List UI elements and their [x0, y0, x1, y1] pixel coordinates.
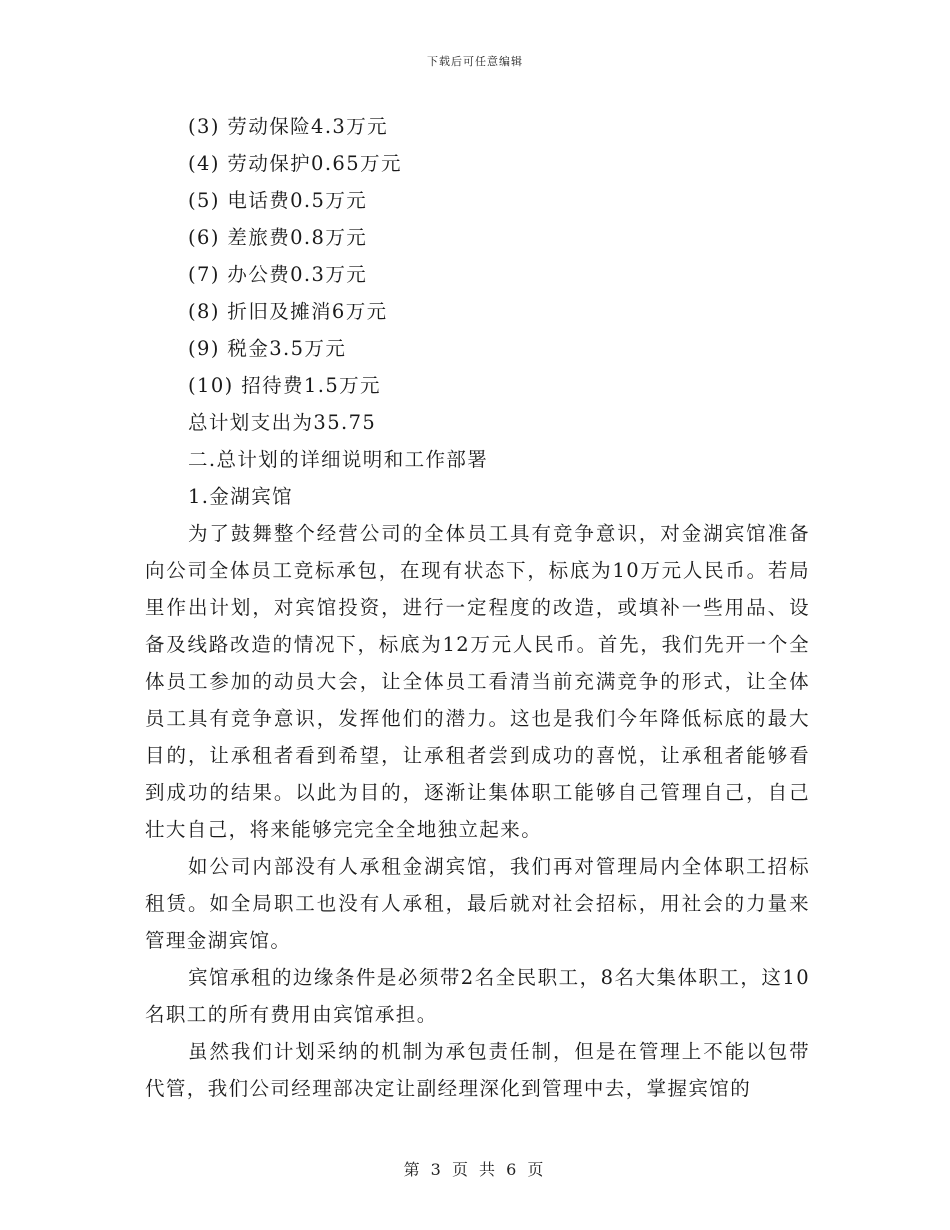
list-item: (10) 招待费1.5万元 — [188, 374, 381, 397]
list-item: (3) 劳动保险4.3万元 — [188, 115, 389, 138]
list-item: (7) 办公费0.3万元 — [188, 263, 368, 286]
list-item: (8) 折旧及摊消6万元 — [188, 300, 388, 323]
subsection-heading: 1.金湖宾馆 — [188, 485, 294, 508]
paragraph: 宾馆承租的边缘条件是必须带2名全民职工，8名大集体职工，这10名职工的所有费用由宾馆承担。 — [145, 966, 810, 1026]
paragraph: 为了鼓舞整个经营公司的全体员工具有竞争意识，对金湖宾馆准备向公司全体员工竞标承包，在现有状态下，标底为10万元人民币。若局里作出计划，对宾馆投资，进行一定程度的改造，或填补一些用品、设备及线路改造的情况下，标底为12万元人民币。首先，我们先开一个全体员工参加的动员大会，让全体员工看清当前充满竞争的形式，让全体员工具有竞争意识，发挥他们的潜力。这也是我们今年降低标底的最大目的，让承租者看到希望，让承租者尝到成功的喜悦，让承租者能够看到成功的结果。以此为目的，逐渐让集体职工能够自己管理自己，自己壮大自己，将来能够完完全全地独立起来。 — [145, 522, 810, 841]
list-item: (6) 差旅费0.8万元 — [188, 226, 368, 249]
list-item: (9) 税金3.5万元 — [188, 337, 347, 360]
document-body — [145, 108, 810, 1107]
section-heading: 二.总计划的详细说明和工作部署 — [188, 448, 489, 471]
paragraph: 虽然我们计划采纳的机制为承包责任制，但是在管理上不能以包带代管，我们公司经理部决定让副经理深化到管理中去，掌握宾馆的 — [145, 1040, 810, 1100]
total-line: 总计划支出为35.75 — [188, 411, 377, 434]
list-item: (5) 电话费0.5万元 — [188, 189, 368, 212]
page-footer: 第 3 页 共 6 页 — [403, 1160, 547, 1179]
page-header: 下载后可任意编辑 — [427, 55, 523, 68]
paragraph: 如公司内部没有人承租金湖宾馆，我们再对管理局内全体职工招标租赁。如全局职工也没有人承租，最后就对社会招标，用社会的力量来管理金湖宾馆。 — [145, 855, 810, 952]
body-text — [145, 515, 810, 1107]
list-item: (4) 劳动保护0.65万元 — [188, 152, 402, 175]
